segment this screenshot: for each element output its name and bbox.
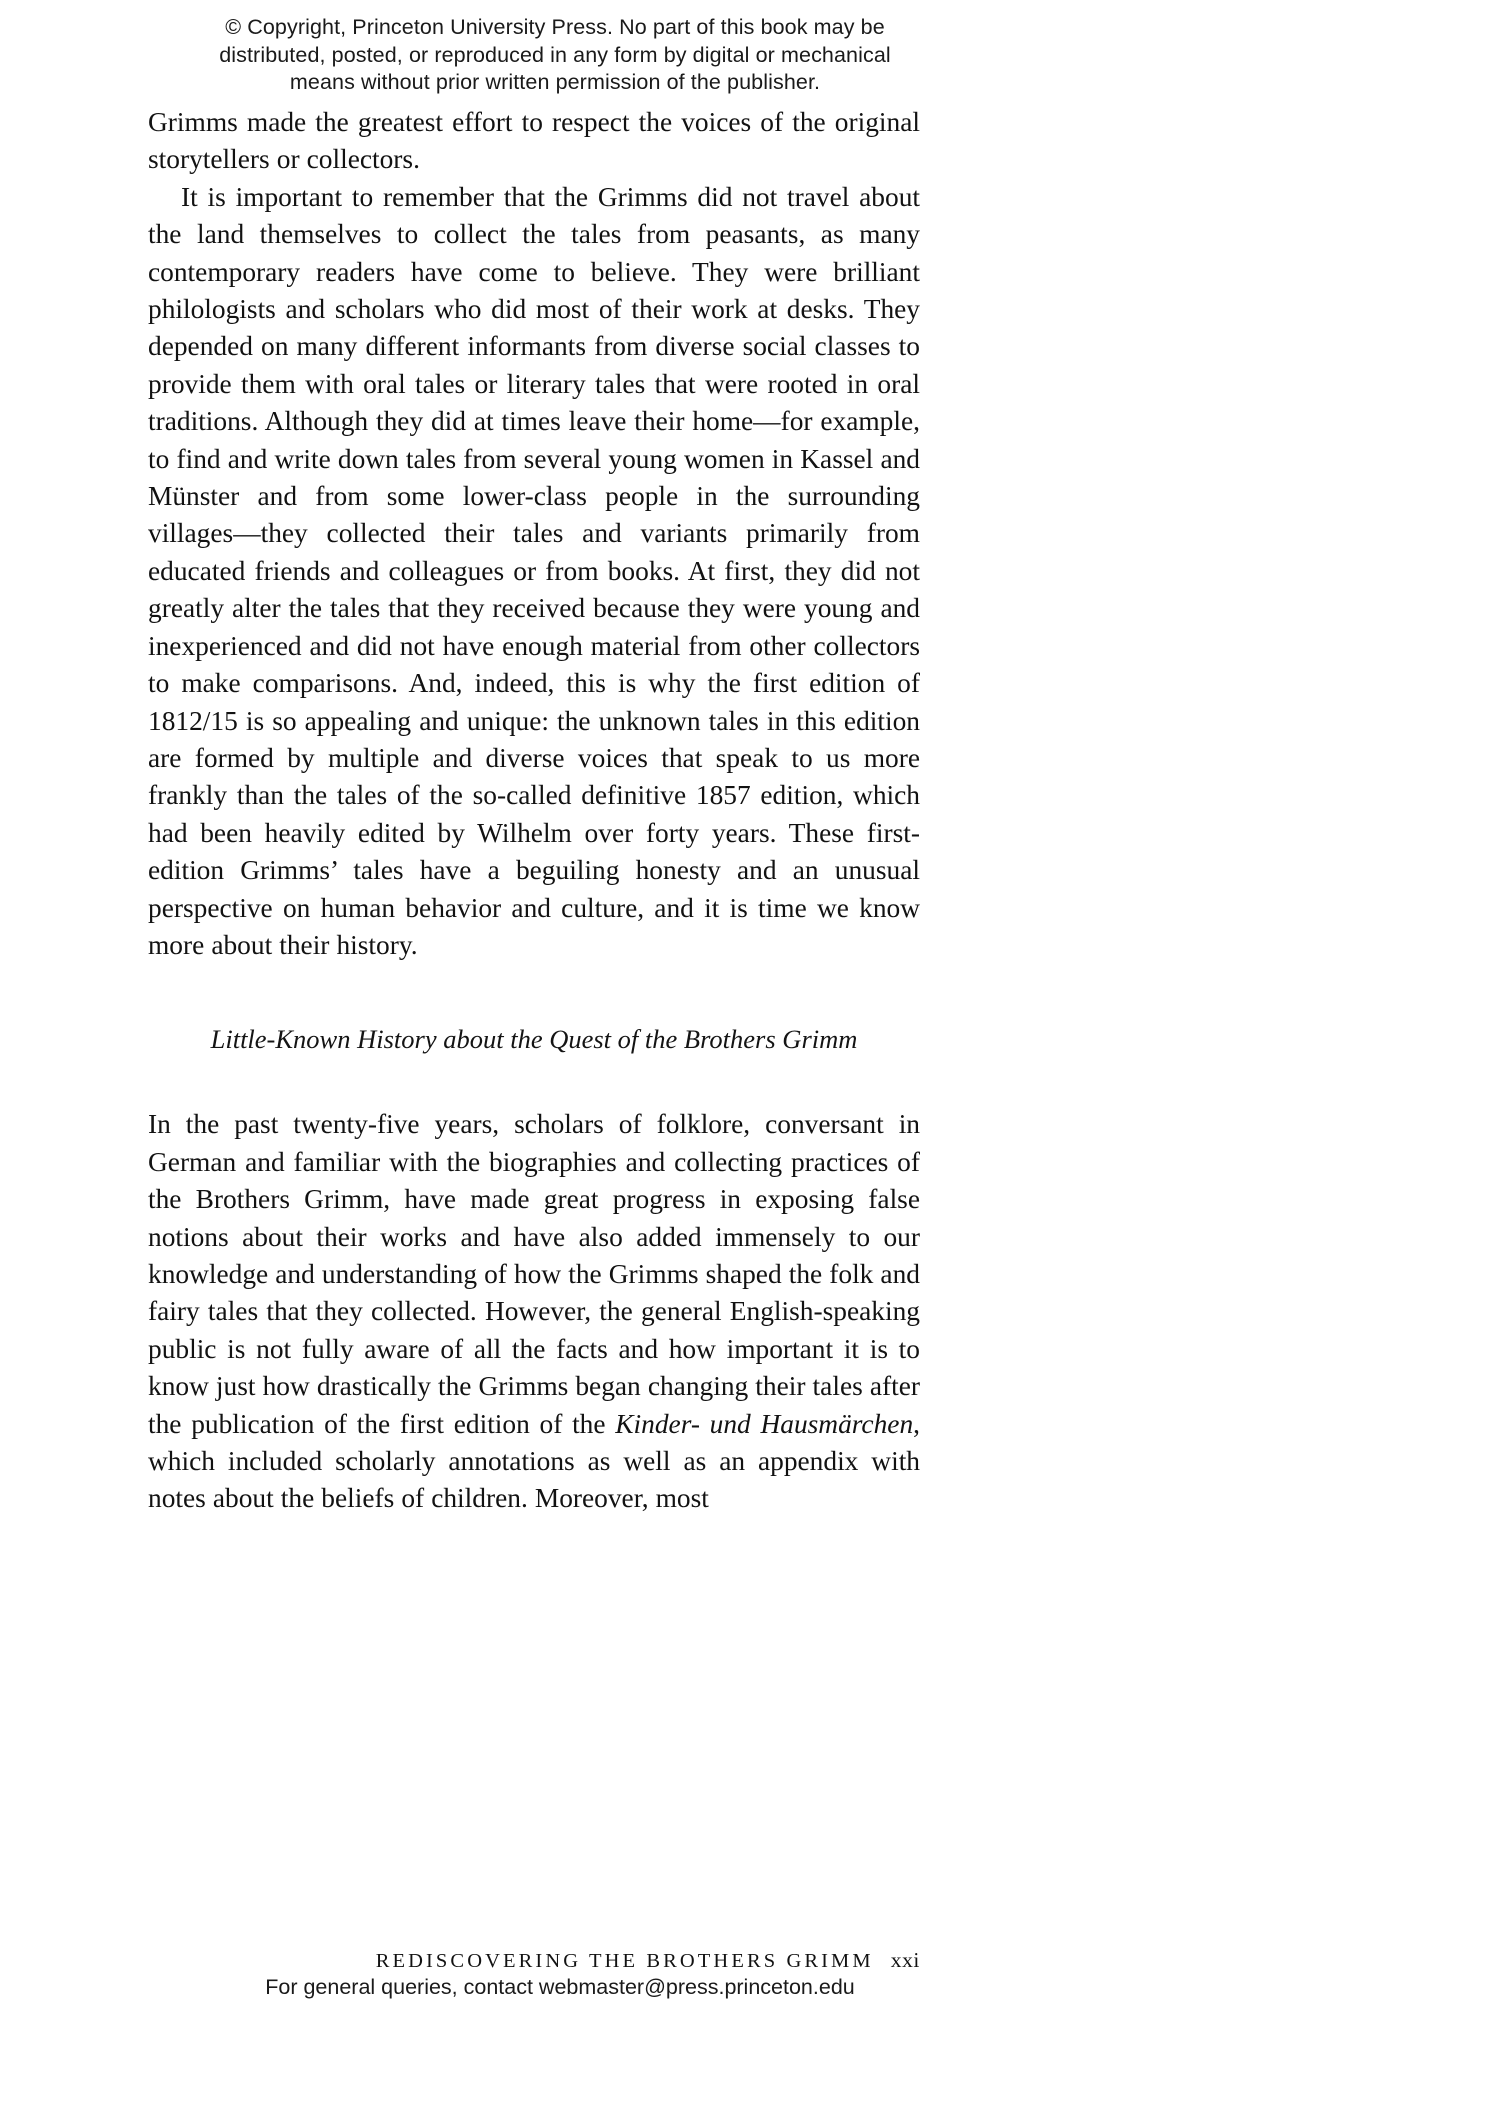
- running-footer: [148, 1948, 920, 1973]
- book-title-italic: Kinder- und Hausmärchen: [615, 1408, 914, 1439]
- queries-watermark-footer: For general queries, contact webmaster@press.princeton.edu: [265, 1975, 855, 1999]
- page-number: xxi: [890, 1948, 920, 1972]
- copyright-line-2: distributed, posted, or reproduced in any form by digital or mechanical: [219, 42, 891, 67]
- text-column: [148, 104, 920, 1518]
- paragraph-text-part-2: , which included scholarly annotations as well as an appendix with notes about the beliefs of children. Moreover, most: [148, 1408, 920, 1514]
- copyright-watermark-header: [195, 14, 915, 97]
- heading-spacer-bottom: [148, 1058, 920, 1106]
- running-footer-title: REDISCOVERING THE BROTHERS GRIMM: [375, 1950, 874, 1972]
- copyright-line-1: © Copyright, Princeton University Press. No part of this book may be: [225, 15, 885, 39]
- paragraph-text-part-1: In the past twenty-five years, scholars of folklore, conversant in German and familiar with the biographies and collecting practices of the Brothers Grimm, have made great progress in exposing false notions about their works and have also added immensely to our knowledge and understanding of how the Grimms shaped the folk and fairy tales that they collected. However, the general English-speaking public is not fully aware of all the facts and how important it is to know just how drastically the Grimms began changing their tales after the publication of the first edition of the: [148, 1109, 920, 1439]
- paragraph-scholars-folklore: [148, 1106, 920, 1517]
- heading-spacer-top: [148, 964, 920, 1021]
- copyright-line-3: means without prior written permission of the publisher.: [289, 70, 821, 94]
- paragraph-grimms-travel: It is important to remember that the Grimms did not travel about the land themselves to collect the tales from peasants, as many contemporary readers have come to believe. They were brilliant philologists and scholars who did most of their work at desks. They depended on many different informants from diverse social classes to provide them with oral tales or literary tales that were rooted in oral traditions. Although they did at times leave their home—for example, to find and write down tales from several young women in Kassel and Münster and from some lower-class people in the surrounding villages—they collected their tales and variants primarily from educated friends and colleagues or from books. At first, they did not greatly alter the tales that they received because they were young and inexperienced and did not have enough material from other collectors to make comparisons. And, indeed, this is why the first edition of 1812/15 is so appealing and unique: the unknown tales in this edition are formed by multiple and diverse voices that speak to us more frankly than the tales of the so-called definitive 1857 edition, which had been heavily edited by Wilhelm over forty years. These first-edition Grimms’ tales have a beguiling honesty and an unusual perspective on human behavior and culture, and it is time we know more about their history.: [148, 181, 920, 960]
- section-heading: Little-Known History about the Quest of the Brothers Grimm: [210, 1024, 858, 1055]
- paragraph-continuation: Grimms made the greatest effort to respect the voices of the original storytellers or collectors.: [148, 107, 920, 175]
